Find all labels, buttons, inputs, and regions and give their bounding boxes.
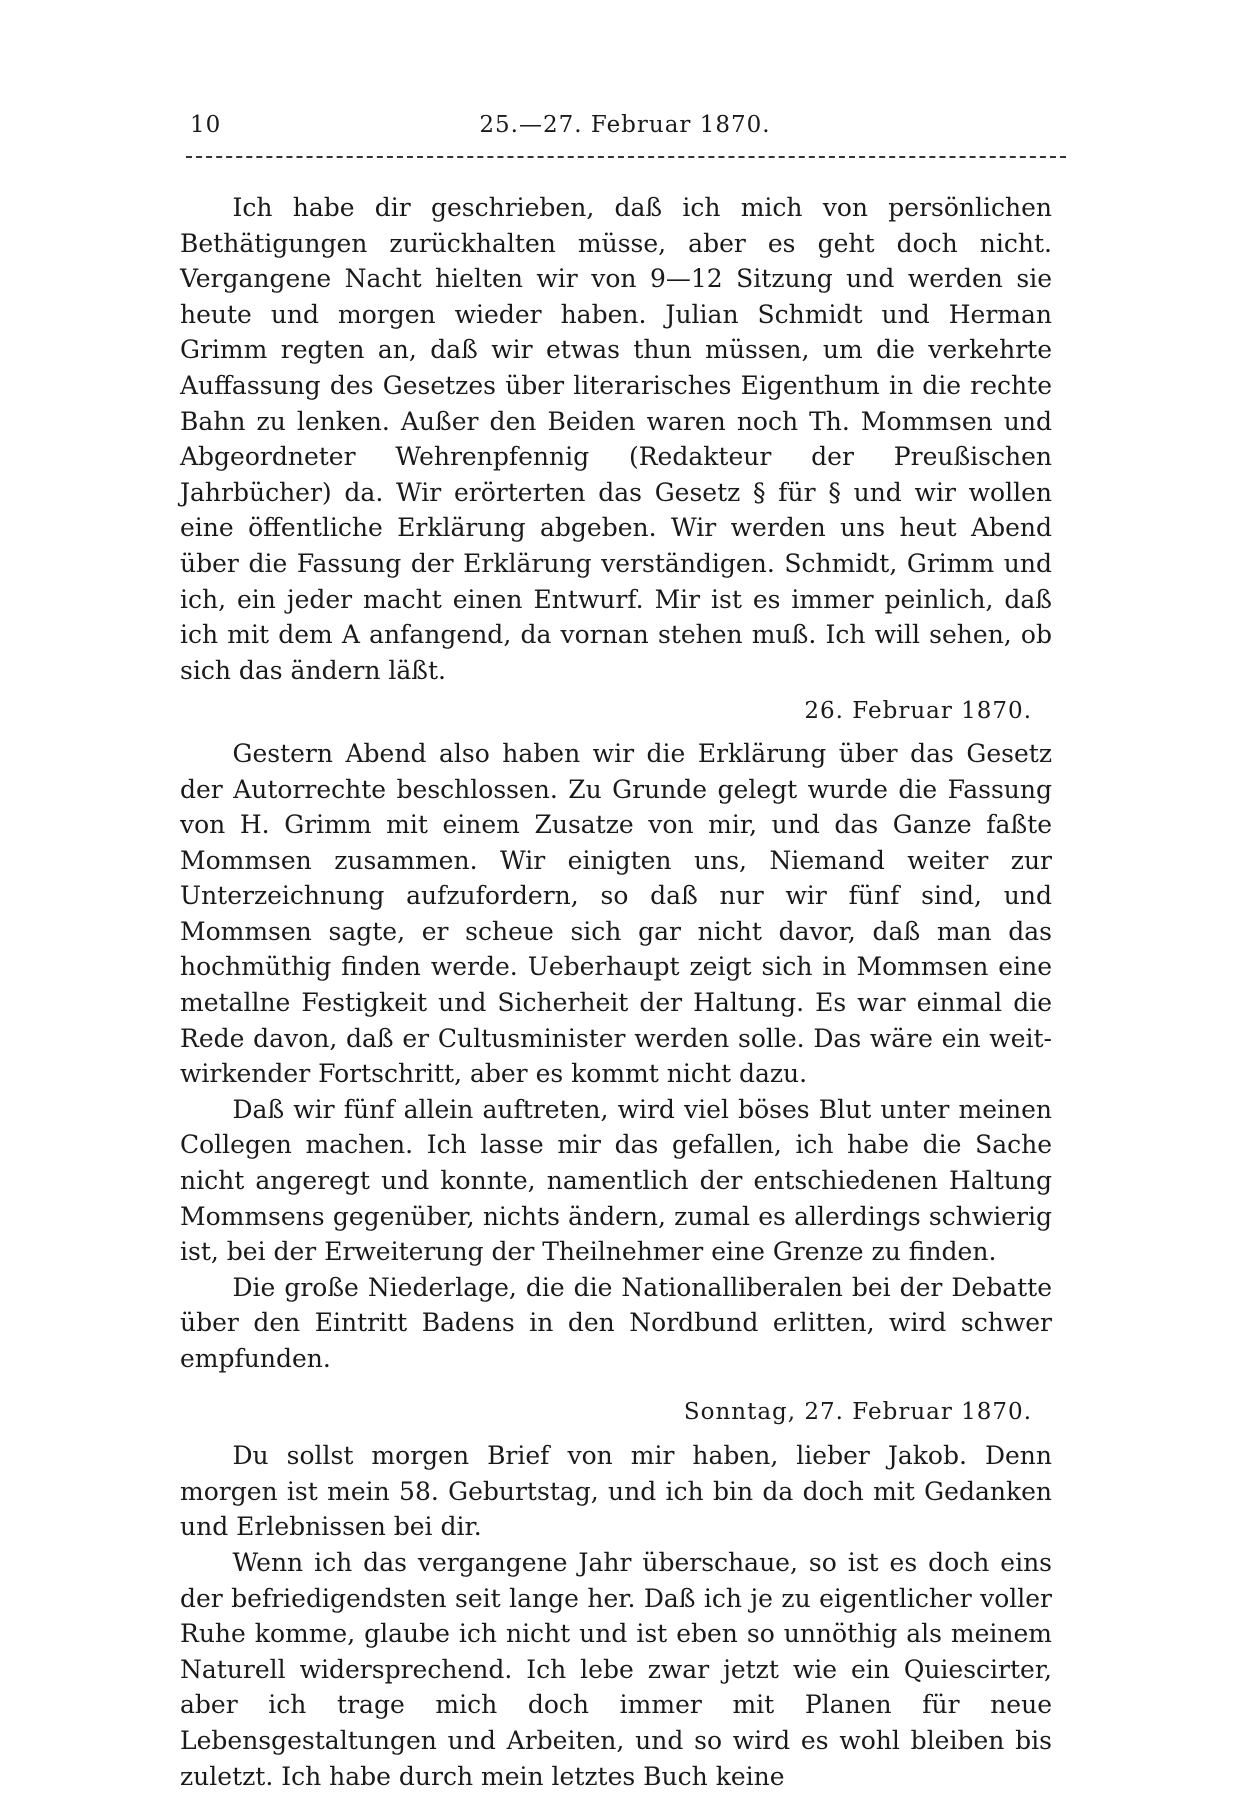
paragraph: Wenn ich das vergangene Jahr überschaue, so ist es doch eins der befriedigendsten seit lange her. Daß ich je zu eigentlicher voller Ruhe komme, glaube ich nicht und ist eben so unnöthig als meinem Naturell widersprechend. Ich lebe zwar jetzt wie ein Quiescirter, aber ich trage mich doch immer mit Planen für neue Lebensgestaltungen und Arbeiten, und so wird es wohl bleiben bis zuletzt. Ich habe durch mein letztes Buch keine bbox=[180, 1547, 1052, 1791]
paragraph: Du sollst morgen Brief von mir haben, lieber Jakob. Denn morgen ist mein 58. Geburtstag, und ich bin da doch mit Gedanken und Erlebnissen bei dir. bbox=[180, 1441, 1052, 1542]
paragraph: Gestern Abend also haben wir die Erklärung über das Gesetz der Autorrechte beschlossen. Zu Grunde gelegt wurde die Fassung von H. Grimm mit einem Zusatze von mir, und das Ganze faßte Mommsen zusammen. Wir einigten uns, Niemand weiter zur Unterzeichnung aufzufordern, so daß nur wir fünf sind, und Mommsen sagte, er scheue sich gar nicht davor, daß man das hochmüthig finden werde. Ueberhaupt zeigt sich in Mommsen eine metallne Festigkeit und Sicherheit der Haltung. Es war einmal die Rede davon, daß er Cultusminister werden solle. Das wäre ein weitwirkender Fortschritt, aber es kommt nicht dazu. bbox=[180, 738, 1052, 1089]
dateline: Sonntag, 27. Februar 1870. bbox=[683, 1398, 1032, 1425]
dateline: 26. Februar 1870. bbox=[804, 698, 1032, 725]
page-number: 10 bbox=[190, 112, 222, 138]
paragraph: Daß wir fünf allein auftreten, wird viel böses Blut unter meinen Collegen machen. Ich lasse mir das gefallen, ich habe die Sache nicht angeregt und konnte, namentlich der entschiedenen Haltung Mommsens gegenüber, nichts ändern, zumal es allerdings schwierig ist, bei der Erweiterung der Theilnehmer eine Grenze zu finden. bbox=[180, 1094, 1052, 1267]
paragraph: Ich habe dir geschrieben, daß ich mich von persönlichen Bethätigungen zurückhalten müsse, aber es geht doch nicht. Vergangene Nacht hielten wir von 9—12 Sitzung und werden sie heute und morgen wieder haben. Julian Schmidt und Herman Grimm regten an, daß wir etwas thun müssen, um die verkehrte Auffassung des Gesetzes über literarisches Eigenthum in die rechte Bahn zu lenken. Außer den Beiden waren noch Th. Mommsen und Abgeordneter Wehrenpfennig (Redakteur der Preußischen Jahrbücher) da. Wir erörterten das Gesetz § für § und wir wollen eine öffentliche Erklärung abgeben. Wir werden uns heut Abend über die Fassung der Erklärung verständigen. Schmidt, Grimm und ich, ein jeder macht einen Entwurf. Mir ist es immer peinlich, daß ich mit dem A anfangend, da vornan stehen muß. Ich will sehen, ob sich das ändern läßt. bbox=[180, 193, 1052, 685]
header-rule bbox=[186, 156, 1066, 158]
running-head: 25.—27. Februar 1870. bbox=[479, 112, 771, 138]
main-text bbox=[180, 190, 1052, 1794]
page-header bbox=[190, 112, 1060, 148]
paragraph: Die große Niederlage, die die Nationalliberalen bei der Debatte über den Eintritt Badens in den Nordbund erlitten, wird schwer empfunden. bbox=[180, 1272, 1052, 1373]
